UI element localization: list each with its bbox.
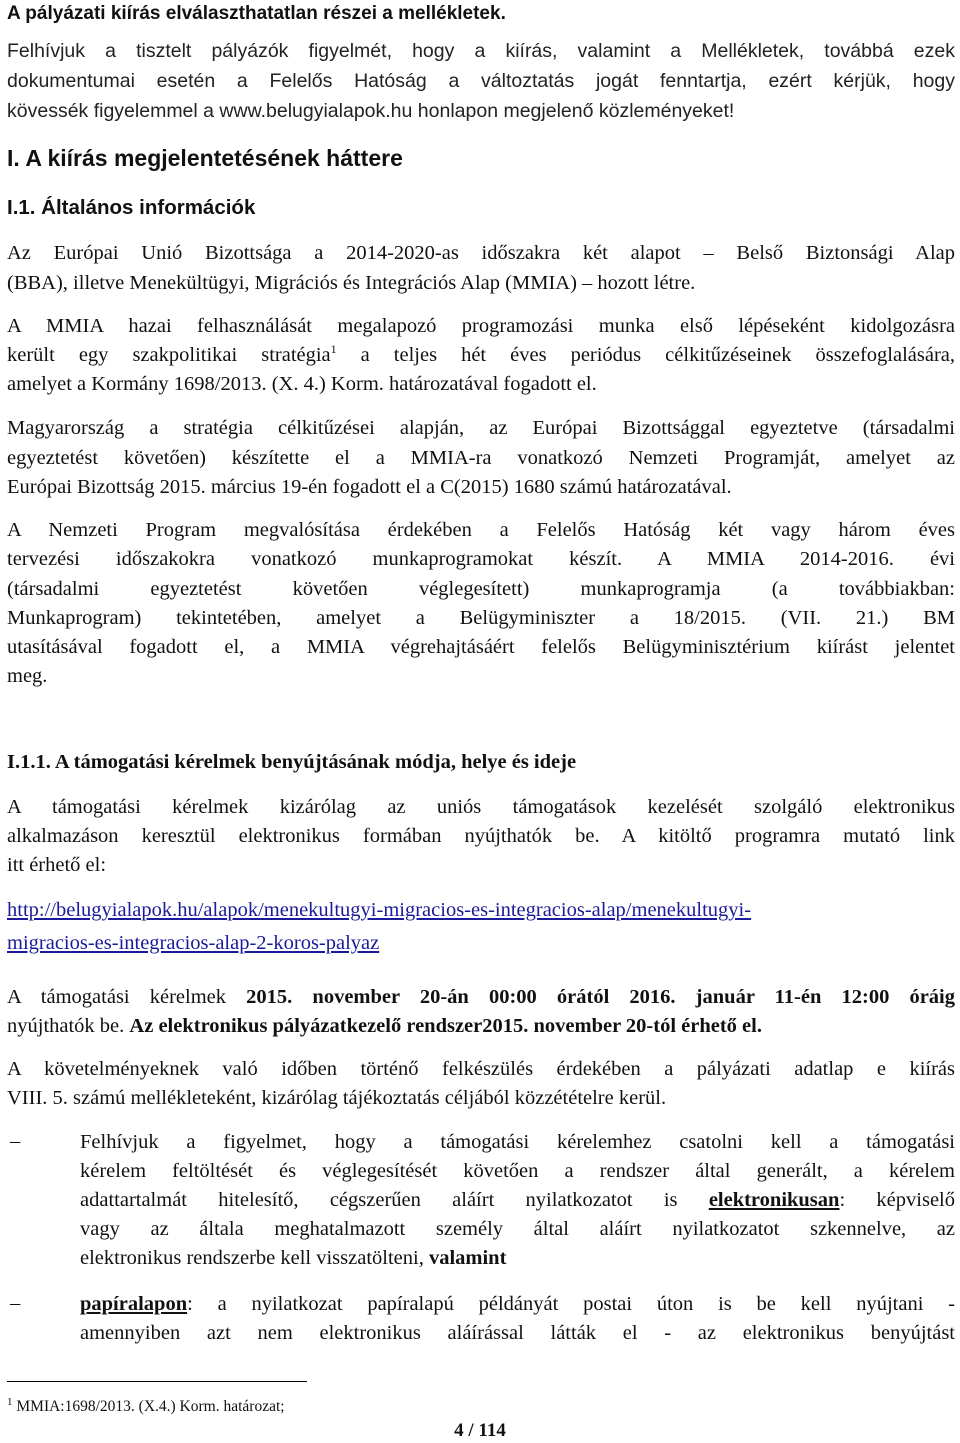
section-heading-I: I. A kiírás megjelentetésének háttere bbox=[7, 145, 403, 171]
bullet1-line-5 bbox=[80, 1246, 506, 1270]
p2-line-3: amelyet a Kormány 1698/2013. (X. 4.) Korm. határozatával fogadott el. bbox=[7, 373, 597, 395]
p2-line-1: A MMIA hazai felhasználását megalapozó programozási munka első lépéseként kidolgozásra bbox=[7, 315, 955, 337]
bullet1-text: adattartalmát hitelesítő, cégszerűen aláírt nyilatkozatot is bbox=[80, 1189, 709, 1211]
bullet1-line-2: kérelem feltöltését és véglegesítését követően a rendszer által generált, a kérelem bbox=[80, 1160, 955, 1182]
valamint-emphasis: valamint bbox=[428, 1247, 507, 1269]
footnote-separator bbox=[7, 1381, 307, 1382]
footnote-number: 1 bbox=[7, 1396, 13, 1408]
notice-line-2: dokumentumai esetén a Felelős Hatóság a változtatás jogát fenntartja, ezért kérjük, hogy bbox=[7, 70, 955, 92]
submission-period: 2015. november 20-án 00:00 órától 2016. január 11-én 12:00 óráig bbox=[246, 986, 956, 1008]
p5-line-2: alkalmazáson keresztül elektronikus formában nyújthatók be. A kitöltő programra mutató link bbox=[7, 825, 955, 847]
p5-line-3: itt érhető el: bbox=[7, 854, 107, 876]
elektronikusan-emphasis: elektronikusan bbox=[708, 1189, 840, 1211]
kitolto-program-link-line-1[interactable]: http://belugyialapok.hu/alapok/menekultugyi-migracios-es-integracios-alap/menekultugyi- bbox=[7, 899, 752, 921]
notice-text-end: honlapon megjelenő közleményeket! bbox=[412, 100, 735, 122]
p7-line-2: VIII. 5. számú mellékleteként, kizárólag tájékoztatás céljából közzétételre kerül. bbox=[7, 1087, 667, 1109]
bullet1-line-3 bbox=[80, 1188, 955, 1212]
bullet2-line-1 bbox=[80, 1292, 955, 1316]
p3-line-3: Európai Bizottság 2015. március 19-én fogadott el a C(2015) 1680 számú határozatával. bbox=[7, 476, 732, 498]
p5-line-1: A támogatási kérelmek kizárólag az uniós támogatások kezelését szolgáló elektronikus bbox=[7, 796, 955, 818]
p4-line-3: (társadalmi egyeztetést követően véglegesített) munkaprogramja (a továbbiakban: bbox=[7, 578, 955, 600]
kitolto-program-link-line-2[interactable]: migracios-es-integracios-alap-2-koros-palyaz bbox=[7, 932, 380, 954]
p6-text-2: nyújthatók be. bbox=[7, 1015, 130, 1037]
bullet-dash: – bbox=[10, 1130, 21, 1152]
p6-line-2 bbox=[7, 1014, 762, 1038]
top-heading: A pályázati kiírás elválaszthatatlan részei a mellékletek. bbox=[7, 3, 506, 24]
section-heading-I1: I.1. Általános információk bbox=[7, 196, 256, 219]
notice-line-3 bbox=[7, 99, 734, 123]
footnote-ref[interactable]: 1 bbox=[330, 342, 337, 357]
belugyialapok-link[interactable]: www.belugyialapok.hu bbox=[219, 100, 413, 122]
p2-line-2-start: került egy szakpolitikai stratégia bbox=[7, 344, 331, 366]
bullet2-text: : a nyilatkozat papíralapú példányát postai úton is be kell nyújtani - bbox=[187, 1293, 955, 1315]
bullet-dash: – bbox=[10, 1292, 21, 1314]
section-heading-I11: I.1.1. A támogatási kérelmek benyújtásának módja, helye és ideje bbox=[7, 751, 577, 773]
p7-line-1: A követelményeknek való időben történő felkészülés érdekében a pályázati adatlap e kiírás bbox=[7, 1058, 955, 1080]
p2-line-2-end: a teljes hét éves periódus célkitűzéseinek összefoglalására, bbox=[336, 344, 955, 366]
bullet1-text-5: elektronikus rendszerbe kell visszatölteni, bbox=[80, 1247, 429, 1269]
p6-text: A támogatási kérelmek bbox=[7, 986, 247, 1008]
bullet1-text-end: : képviselő bbox=[839, 1189, 955, 1211]
p3-line-2: egyeztetést követően) készítette el a MMIA-ra vonatkozó Nemzeti Programját, amelyet az bbox=[7, 447, 955, 469]
page-number: 4 / 114 bbox=[454, 1420, 506, 1441]
footnote-text: MMIA:1698/2013. (X.4.) Korm. határozat; bbox=[12, 1398, 285, 1416]
p1-line-2: (BBA), illetve Menekültügyi, Migrációs és Integrációs Alap (MMIA) – hozott létre. bbox=[7, 272, 696, 294]
bullet1-line-1: Felhívjuk a figyelmet, hogy a támogatási kérelemhez csatolni kell a támogatási bbox=[80, 1131, 955, 1153]
papiralapon-emphasis: papíralapon bbox=[80, 1293, 188, 1315]
p4-line-2: tervezési időszakokra vonatkozó munkaprogramokat készít. A MMIA 2014-2016. évi bbox=[7, 548, 955, 570]
p6-line-1 bbox=[7, 985, 955, 1009]
notice-line-1: Felhívjuk a tisztelt pályázók figyelmét, hogy a kiírás, valamint a Mellékletek, továbbá ezek bbox=[7, 40, 955, 62]
p4-line-1: A Nemzeti Program megvalósítása érdekében a Felelős Hatóság két vagy három éves bbox=[7, 519, 955, 541]
p4-line-4: Munkaprogram) tekintetében, amelyet a Belügyminiszter a 18/2015. (VII. 21.) BM bbox=[7, 607, 955, 629]
system-availability: Az elektronikus pályázatkezelő rendszer2015. november 20-tól érhető el. bbox=[129, 1015, 762, 1037]
p4-line-5: utasításával fogadott el, a MMIA végrehajtásáért felelős Belügyminisztérium kiírást jelentet bbox=[7, 636, 955, 658]
p2-line-2 bbox=[7, 343, 955, 367]
bullet2-line-2: amennyiben azt nem elektronikus aláírással látták el - az elektronikus benyújtást bbox=[80, 1322, 955, 1344]
bullet1-line-4: vagy az általa meghatalmazott személy által aláírt nyilatkozatot szkennelve, az bbox=[80, 1218, 955, 1240]
p3-line-1: Magyarország a stratégia célkitűzései alapján, az Európai Bizottsággal egyeztetve (társadalmi bbox=[7, 417, 955, 439]
p4-line-6: meg. bbox=[7, 665, 48, 687]
p1-line-1: Az Európai Unió Bizottsága a 2014-2020-as időszakra két alapot – Belső Biztonsági Alap bbox=[7, 242, 955, 264]
notice-text: kövessék figyelemmel a bbox=[7, 100, 220, 122]
footnote bbox=[7, 1396, 285, 1416]
